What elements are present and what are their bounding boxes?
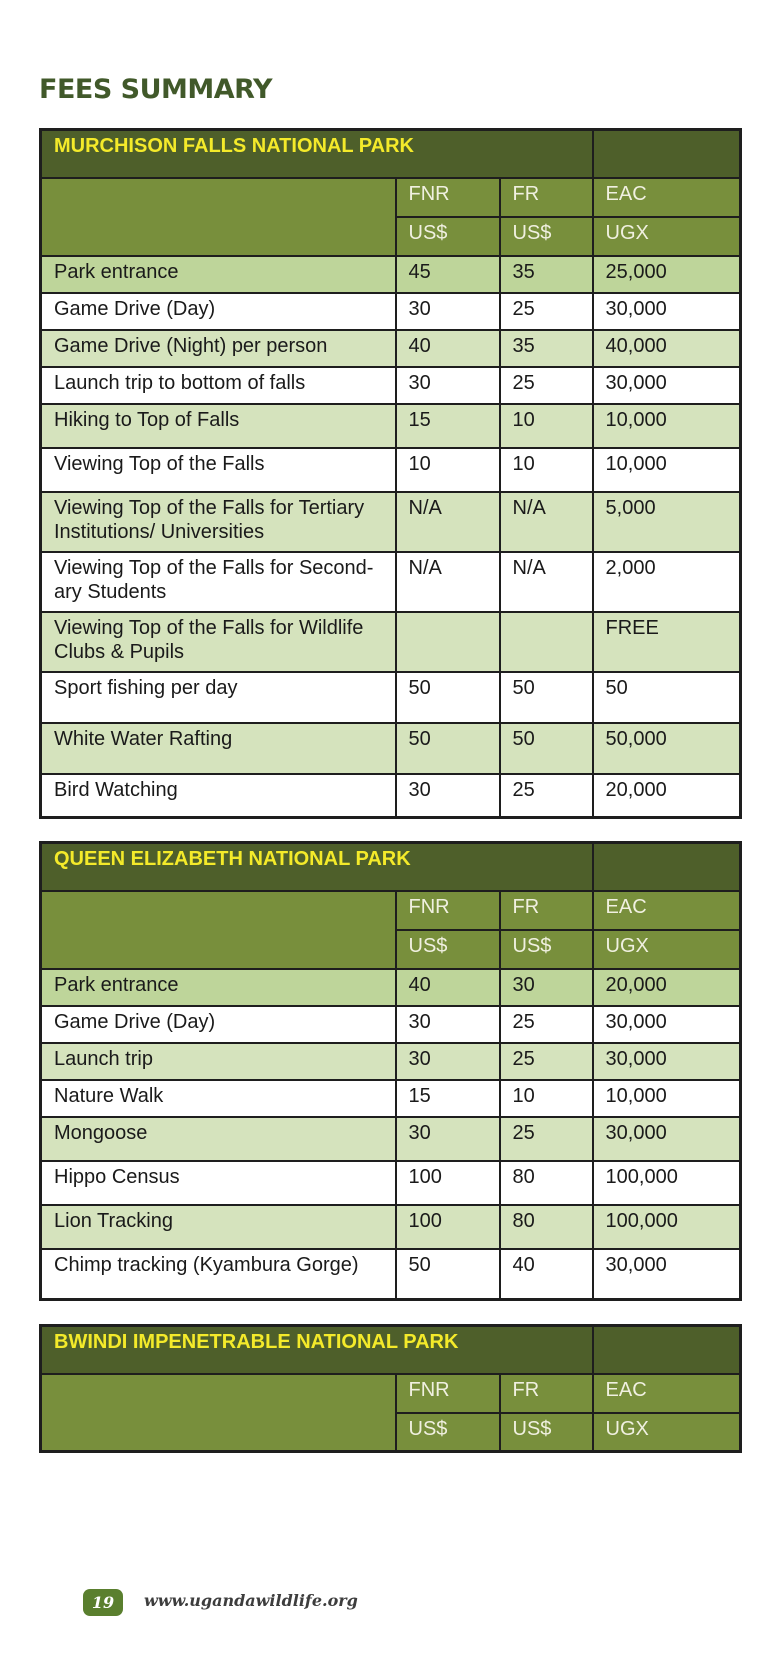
fr-fee-cell: 50 bbox=[500, 723, 593, 774]
table-row bbox=[41, 256, 741, 293]
fnr-fee-cell: 30 bbox=[396, 367, 500, 404]
table-row bbox=[41, 672, 741, 723]
murchison-fees-table bbox=[39, 128, 742, 819]
fr-fee-cell: 25 bbox=[500, 1043, 593, 1080]
bwindi-fees-table bbox=[39, 1324, 742, 1453]
eac-fee-cell: 10,000 bbox=[593, 448, 741, 492]
eac-fee-cell: 30,000 bbox=[593, 1006, 741, 1043]
park-header-row bbox=[41, 843, 741, 891]
park-header-row bbox=[41, 1326, 741, 1374]
fnr-fee-cell: 30 bbox=[396, 293, 500, 330]
table-row bbox=[41, 1205, 741, 1249]
table-row bbox=[41, 552, 741, 612]
currency-fr: US$ bbox=[500, 930, 593, 969]
fnr-fee-cell: 50 bbox=[396, 1249, 500, 1300]
page-number: 19 bbox=[91, 1593, 115, 1612]
fr-fee-cell: 30 bbox=[500, 969, 593, 1006]
fr-fee-cell: 25 bbox=[500, 293, 593, 330]
fr-fee-cell: 10 bbox=[500, 404, 593, 448]
column-header-blank-cell bbox=[41, 1374, 396, 1452]
column-header-fnr: FNR bbox=[396, 178, 500, 217]
eac-fee-cell: 25,000 bbox=[593, 256, 741, 293]
activity-cell: Viewing Top of the Falls for Second-ary Students bbox=[41, 552, 396, 612]
fnr-fee-cell: 100 bbox=[396, 1161, 500, 1205]
park-name: BWINDI IMPENETRABLE NATIONAL PARK bbox=[41, 1326, 593, 1374]
activity-cell: Game Drive (Night) per person bbox=[41, 330, 396, 367]
eac-fee-cell: 5,000 bbox=[593, 492, 741, 552]
activity-cell: Viewing Top of the Falls for Tertiary Institutions/ Universities bbox=[41, 492, 396, 552]
eac-fee-cell: 20,000 bbox=[593, 774, 741, 818]
column-header-fr: FR bbox=[500, 178, 593, 217]
table-row bbox=[41, 1249, 741, 1300]
fnr-fee-cell bbox=[396, 612, 500, 672]
eac-fee-cell: 30,000 bbox=[593, 367, 741, 404]
activity-cell: White Water Rafting bbox=[41, 723, 396, 774]
table-row bbox=[41, 404, 741, 448]
fr-fee-cell: 25 bbox=[500, 367, 593, 404]
table-row bbox=[41, 612, 741, 672]
activity-cell: Hiking to Top of Falls bbox=[41, 404, 396, 448]
table-row bbox=[41, 969, 741, 1006]
table-row bbox=[41, 774, 741, 818]
eac-fee-cell: 50,000 bbox=[593, 723, 741, 774]
table-row bbox=[41, 492, 741, 552]
column-header-fr: FR bbox=[500, 891, 593, 930]
eac-fee-cell: 30,000 bbox=[593, 1117, 741, 1161]
activity-cell: Game Drive (Day) bbox=[41, 293, 396, 330]
park-header-row bbox=[41, 130, 741, 178]
column-header-blank-cell bbox=[41, 178, 396, 256]
eac-fee-cell: 2,000 bbox=[593, 552, 741, 612]
eac-fee-cell: FREE bbox=[593, 612, 741, 672]
fnr-fee-cell: 15 bbox=[396, 404, 500, 448]
table-row bbox=[41, 723, 741, 774]
column-header-eac: EAC bbox=[593, 1374, 741, 1413]
table-row bbox=[41, 1117, 741, 1161]
column-header-fnr: FNR bbox=[396, 891, 500, 930]
eac-fee-cell: 10,000 bbox=[593, 1080, 741, 1117]
activity-cell: Viewing Top of the Falls for Wildlife Clubs & Pupils bbox=[41, 612, 396, 672]
fr-fee-cell: 25 bbox=[500, 1006, 593, 1043]
fnr-fee-cell: 40 bbox=[396, 330, 500, 367]
column-header-row bbox=[41, 1374, 741, 1413]
fnr-fee-cell: N/A bbox=[396, 492, 500, 552]
activity-cell: Sport fishing per day bbox=[41, 672, 396, 723]
currency-fnr: US$ bbox=[396, 930, 500, 969]
fnr-fee-cell: 45 bbox=[396, 256, 500, 293]
table-row bbox=[41, 448, 741, 492]
activity-cell: Mongoose bbox=[41, 1117, 396, 1161]
park-name: MURCHISON FALLS NATIONAL PARK bbox=[41, 130, 593, 178]
activity-cell: Bird Watching bbox=[41, 774, 396, 818]
fnr-fee-cell: 15 bbox=[396, 1080, 500, 1117]
fr-fee-cell: 25 bbox=[500, 1117, 593, 1161]
fr-fee-cell: N/A bbox=[500, 552, 593, 612]
fr-fee-cell bbox=[500, 612, 593, 672]
currency-fnr: US$ bbox=[396, 1413, 500, 1452]
table-row bbox=[41, 367, 741, 404]
eac-fee-cell: 100,000 bbox=[593, 1161, 741, 1205]
activity-cell: Game Drive (Day) bbox=[41, 1006, 396, 1043]
fr-fee-cell: 40 bbox=[500, 1249, 593, 1300]
eac-fee-cell: 100,000 bbox=[593, 1205, 741, 1249]
fr-fee-cell: 10 bbox=[500, 1080, 593, 1117]
eac-fee-cell: 40,000 bbox=[593, 330, 741, 367]
currency-fr: US$ bbox=[500, 1413, 593, 1452]
eac-fee-cell: 30,000 bbox=[593, 293, 741, 330]
activity-cell: Viewing Top of the Falls bbox=[41, 448, 396, 492]
fr-fee-cell: 10 bbox=[500, 448, 593, 492]
fr-fee-cell: 35 bbox=[500, 256, 593, 293]
fnr-fee-cell: 30 bbox=[396, 1117, 500, 1161]
activity-cell: Hippo Census bbox=[41, 1161, 396, 1205]
activity-cell: Lion Tracking bbox=[41, 1205, 396, 1249]
table-row bbox=[41, 1161, 741, 1205]
fnr-fee-cell: 30 bbox=[396, 774, 500, 818]
fr-fee-cell: 25 bbox=[500, 774, 593, 818]
column-header-blank-cell bbox=[41, 891, 396, 969]
fnr-fee-cell: 40 bbox=[396, 969, 500, 1006]
eac-fee-cell: 10,000 bbox=[593, 404, 741, 448]
column-header-eac: EAC bbox=[593, 178, 741, 217]
fnr-fee-cell: 10 bbox=[396, 448, 500, 492]
fr-fee-cell: 80 bbox=[500, 1161, 593, 1205]
activity-cell: Nature Walk bbox=[41, 1080, 396, 1117]
park-header-blank-cell bbox=[593, 843, 741, 891]
table-row bbox=[41, 1043, 741, 1080]
queen-elizabeth-fees-table bbox=[39, 841, 742, 1301]
activity-cell: Park entrance bbox=[41, 969, 396, 1006]
page-number-badge bbox=[83, 1589, 123, 1616]
eac-fee-cell: 30,000 bbox=[593, 1043, 741, 1080]
table-row bbox=[41, 330, 741, 367]
fnr-fee-cell: 30 bbox=[396, 1043, 500, 1080]
currency-eac: UGX bbox=[593, 217, 741, 256]
currency-eac: UGX bbox=[593, 1413, 741, 1452]
footer-website[interactable]: www.ugandawildlife.org bbox=[144, 1591, 358, 1610]
table-row bbox=[41, 293, 741, 330]
column-header-fr: FR bbox=[500, 1374, 593, 1413]
fr-fee-cell: 80 bbox=[500, 1205, 593, 1249]
activity-cell: Park entrance bbox=[41, 256, 396, 293]
eac-fee-cell: 20,000 bbox=[593, 969, 741, 1006]
page-title: FEES SUMMARY bbox=[39, 74, 273, 105]
activity-cell: Chimp tracking (Kyambura Gorge) bbox=[41, 1249, 396, 1300]
eac-fee-cell: 30,000 bbox=[593, 1249, 741, 1300]
column-header-fnr: FNR bbox=[396, 1374, 500, 1413]
park-name: QUEEN ELIZABETH NATIONAL PARK bbox=[41, 843, 593, 891]
fnr-fee-cell: 100 bbox=[396, 1205, 500, 1249]
fr-fee-cell: 35 bbox=[500, 330, 593, 367]
fr-fee-cell: 50 bbox=[500, 672, 593, 723]
eac-fee-cell: 50 bbox=[593, 672, 741, 723]
fnr-fee-cell: 50 bbox=[396, 723, 500, 774]
currency-fnr: US$ bbox=[396, 217, 500, 256]
park-header-blank-cell bbox=[593, 1326, 741, 1374]
column-header-row bbox=[41, 891, 741, 930]
activity-cell: Launch trip to bottom of falls bbox=[41, 367, 396, 404]
fr-fee-cell: N/A bbox=[500, 492, 593, 552]
column-header-eac: EAC bbox=[593, 891, 741, 930]
table-row bbox=[41, 1080, 741, 1117]
fnr-fee-cell: 30 bbox=[396, 1006, 500, 1043]
table-row bbox=[41, 1006, 741, 1043]
currency-eac: UGX bbox=[593, 930, 741, 969]
park-header-blank-cell bbox=[593, 130, 741, 178]
fnr-fee-cell: 50 bbox=[396, 672, 500, 723]
fnr-fee-cell: N/A bbox=[396, 552, 500, 612]
activity-cell: Launch trip bbox=[41, 1043, 396, 1080]
currency-fr: US$ bbox=[500, 217, 593, 256]
column-header-row bbox=[41, 178, 741, 217]
